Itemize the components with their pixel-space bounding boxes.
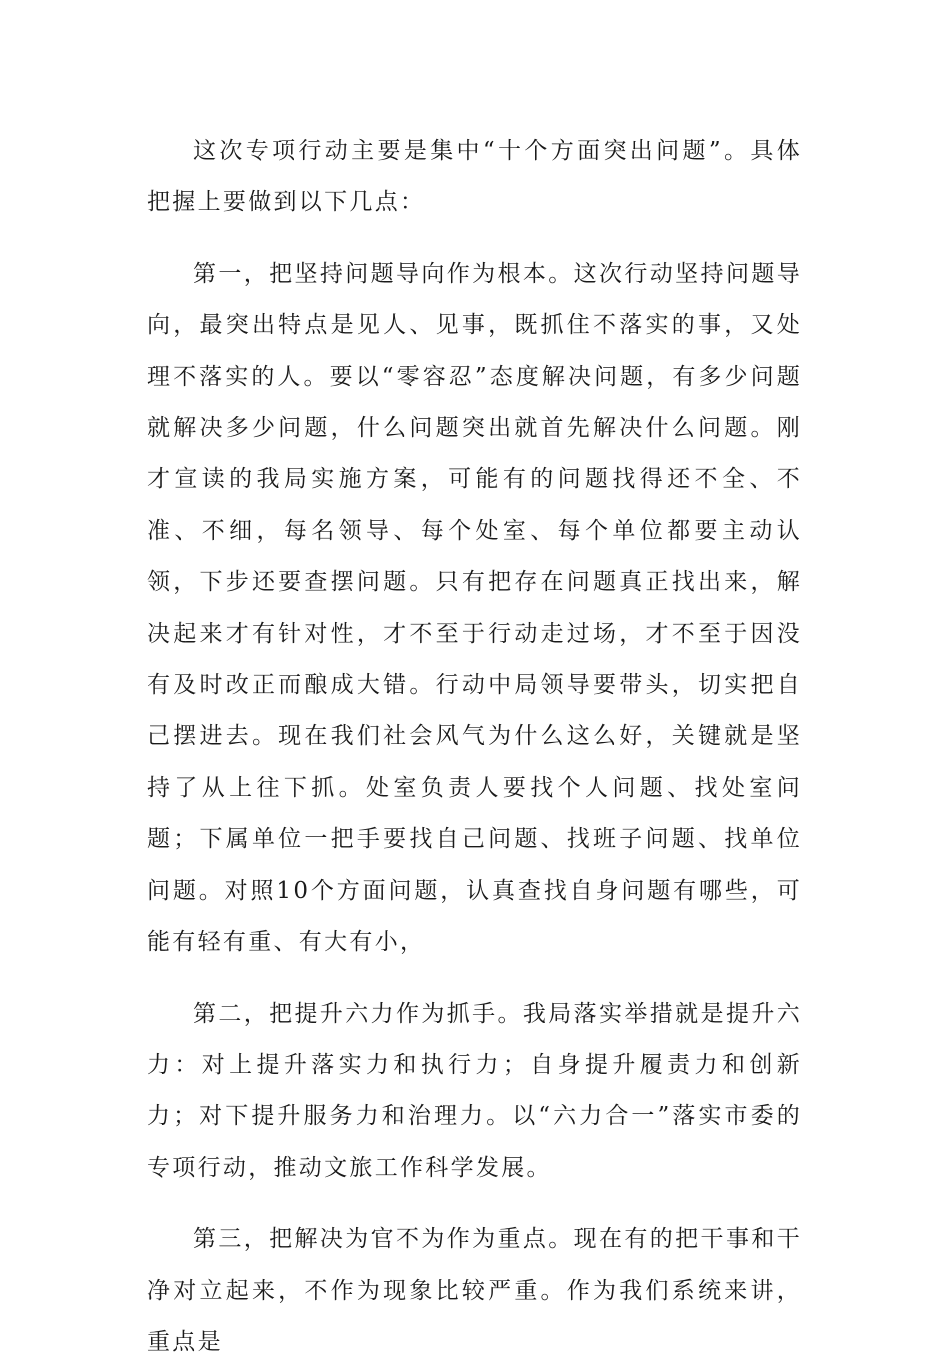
paragraph-intro: 这次专项行动主要是集中“十个方面突出问题”。具体把握上要做到以下几点： <box>147 138 802 216</box>
document-body <box>147 126 802 1368</box>
paragraph-point-three: 第三，把解决为官不为作为重点。现在有的把干事和干净对立起来，不作为现象比较严重。作为我们系统来讲，重点是 <box>147 1226 802 1355</box>
paragraph-point-one: 第一，把坚持问题导向作为根本。这次行动坚持问题导向，最突出特点是见人、见事，既抓住不落实的事，又处理不落实的人。要以“零容忍”态度解决问题，有多少问题就解决多少问题，什么问题突出就首先解决什么问题。刚才宣读的我局实施方案，可能有的问题找得还不全、不准、不细，每名领导、每个处室、每个单位都要主动认领，下步还要查摆问题。只有把存在问题真正找出来，解决起来才有针对性，才不至于行动走过场，才不至于因没有及时改正而酿成大错。行动中局领导要带头，切实把自己摆进去。现在我们社会风气为什么这么好，关键就是坚持了从上往下抓。处室负责人要找个人问题、找处室问题；下属单位一把手要找自己问题、找班子问题、找单位问题。对照10个方面问题，认真查找自身问题有哪些，可能有轻有重、有大有小， <box>147 260 802 956</box>
paragraph-point-two: 第二，把提升六力作为抓手。我局落实举措就是提升六力：对上提升落实力和执行力；自身提升履责力和创新力；对下提升服务力和治理力。以“六力合一”落实市委的专项行动，推动文旅工作科学发展。 <box>147 1000 802 1181</box>
